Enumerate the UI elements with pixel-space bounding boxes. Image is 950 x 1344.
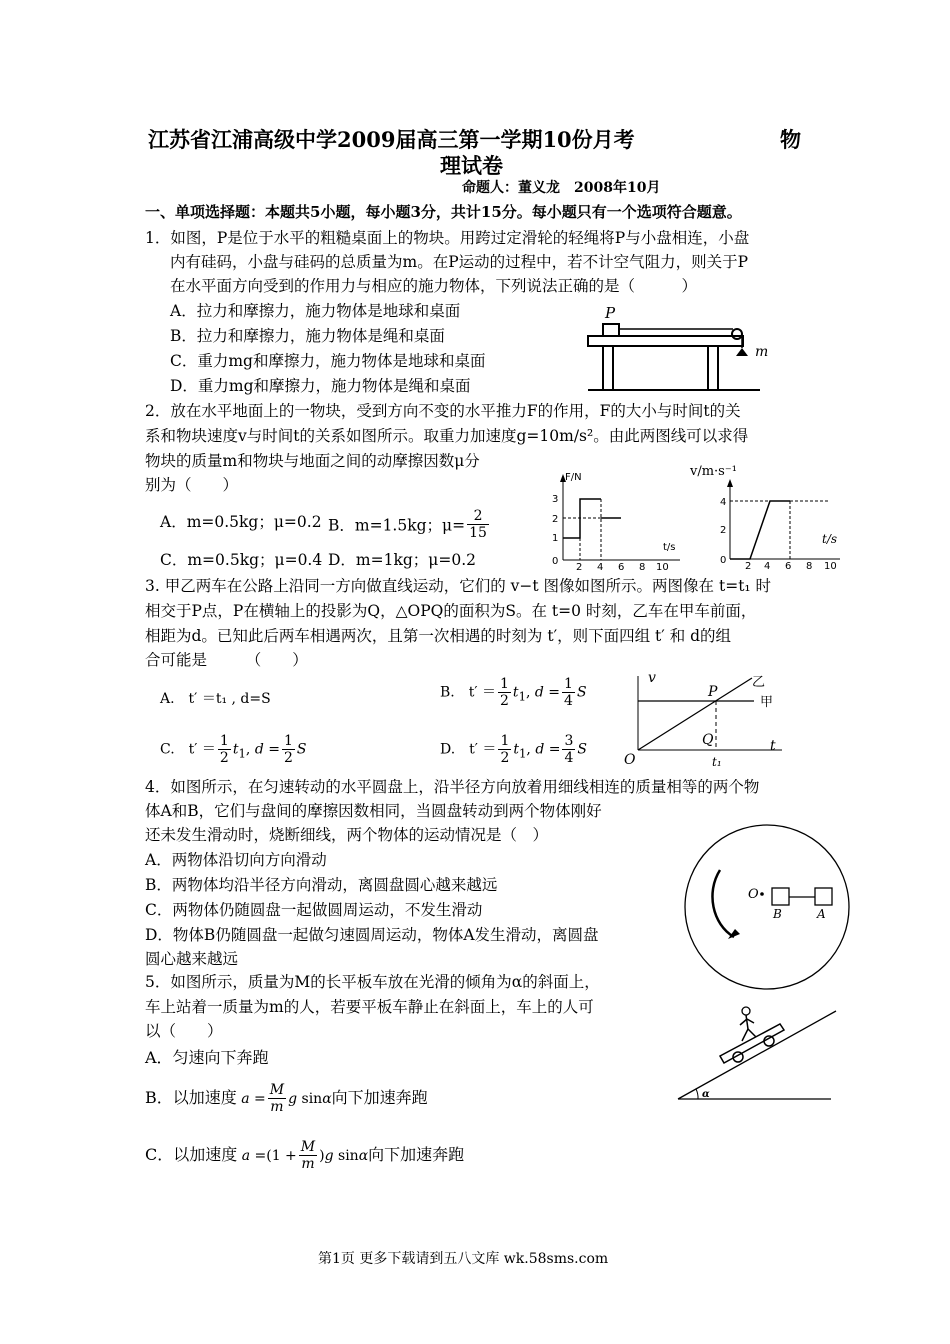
q1-fig-label-p: P <box>605 304 616 322</box>
page-title-tail: 物 <box>780 127 801 152</box>
q5-line2: 车上站着一质量为m的人，若要平板车静止在斜面上，车上的人可 <box>145 998 594 1016</box>
q2-option-c: C．m=0.5kg；μ=0.4 <box>160 551 323 569</box>
q3-option-d-prefix: D. t′ ＝ <box>440 741 497 758</box>
q2-f-ytick-3: 3 <box>552 494 559 505</box>
q1-fig-label-m: m <box>755 344 769 360</box>
q4-option-a: A．两物体沿切向方向滑动 <box>145 851 327 869</box>
q2-line4: 别为（ ） <box>145 476 239 494</box>
q1-option-d: D．重力mg和摩擦力，施力物体是绳和桌面 <box>170 377 471 395</box>
q2-f-xtick-10: 10 <box>656 562 669 573</box>
q3-fig-yi: 乙 <box>752 675 766 690</box>
q2-v-xtick-10: 10 <box>824 561 837 572</box>
q1-line2: 内有硅码，小盘与硅码的总质量为m。在P运动的过程中，若不计空气阻力，则关于P <box>170 253 749 271</box>
q2-line2: 系和物块速度v与时间t的关系如图所示。取重力加速度g=10m/s²。由此两图线可以求得 <box>145 427 749 445</box>
author-line: 命题人：董义龙 2008年10月 <box>462 180 661 196</box>
q2-option-d: D．m=1kg；μ=0.2 <box>328 551 476 569</box>
q3-option-c-prefix: C. t′ ＝ <box>160 741 216 758</box>
q2-option-a: A．m=0.5kg；μ=0.2 <box>160 513 322 531</box>
q3-line1: 3. 甲乙两车在公路上沿同一方向做直线运动，它们的 v−t 图像如图所示。两图像在 t=t₁ 时 <box>145 577 772 595</box>
q2-v-xlabel: t/s <box>822 532 838 546</box>
q4-option-d-line2: 圆心越来越远 <box>145 950 239 968</box>
q2-v-xtick-4: 4 <box>764 561 771 572</box>
q4-option-d-line1: D．物体B仍随圆盘一起做匀速圆周运动，物体A发生滑动，离圆盘 <box>145 926 599 944</box>
q3-fig-o: O <box>624 752 636 768</box>
q3-line3: 相距为d。已知此后两车相遇两次，且第一次相遇的时刻为 t′，则下面四组 t′ 和 d的组 <box>145 627 732 645</box>
q3-vt-figure <box>612 668 792 773</box>
q4-fig-b: B <box>773 907 782 921</box>
q2-v-ytick-0: 0 <box>720 555 727 566</box>
q4-line3: 还未发生滑动时，烧断细线，两个物体的运动情况是（ ） <box>145 826 549 844</box>
page-title-line2: 理试卷 <box>440 153 503 178</box>
q3-option-b: B. t′ ＝ $\frac{1}{2}$ $t_1$, d = $\frac{1}{4}$ S <box>440 676 587 709</box>
q3-fig-t1: t₁ <box>712 755 722 769</box>
q3-fig-v: v <box>648 670 656 686</box>
q2-f-ytick-0: 0 <box>552 556 559 567</box>
q1-option-a: A．拉力和摩擦力，施力物体是地球和桌面 <box>170 302 461 320</box>
q5-option-c-prefix: C．以加速度 <box>145 1145 238 1164</box>
q1-option-b: B．拉力和摩擦力，施力物体是绳和桌面 <box>170 327 445 345</box>
q4-line2: 体A和B，它们与盘间的摩擦因数相同，当圆盘转动到两个物体刚好 <box>145 802 602 820</box>
q2-v-ylabel: v/m·s⁻¹ <box>690 464 737 479</box>
q5-option-b: B．以加速度 a = $\frac{M}{m}$ g sinα向下加速奔跑 <box>145 1082 428 1115</box>
q2-f-xtick-6: 6 <box>618 562 625 573</box>
q5-option-c-suffix: 向下加速奔跑 <box>368 1145 465 1164</box>
q2-v-xtick-8: 8 <box>806 561 813 572</box>
q1-line3: 在水平面方向受到的作用力与相应的施力物体，下列说法正确的是（ ） <box>170 277 698 295</box>
q3-fig-q: Q <box>702 732 714 748</box>
q2-line1: 2．放在水平地面上的一物块，受到方向不变的水平推力F的作用，F的大小与时间t的关 <box>145 402 741 420</box>
q3-option-c: C. t′ ＝ $\frac{1}{2}$ $t_1$, d = $\frac{1}{2}$ S <box>160 733 307 766</box>
q4-line1: 4．如图所示，在匀速转动的水平圆盘上，沿半径方向放着用细线相连的质量相等的两个物 <box>145 778 760 796</box>
q2-v-xtick-6: 6 <box>785 561 792 572</box>
q2-line3: 物块的质量m和物块与地面之间的动摩擦因数μ分 <box>145 452 480 470</box>
q3-line2: 相交于P点，P在横轴上的投影为Q，△OPQ的面积为S。在 t=0 时刻，乙车在甲车前面， <box>145 602 757 620</box>
q4-fig-a: A <box>817 907 826 921</box>
page-footer: 第1页 更多下载请到五八文库 wk.58sms.com <box>318 1251 609 1267</box>
q3-option-b-prefix: B. t′ ＝ <box>440 684 496 701</box>
q2-velocity-graph <box>690 463 850 572</box>
q2-v-ytick-2: 2 <box>720 525 727 536</box>
q2-f-xtick-2: 2 <box>576 562 583 573</box>
q2-v-ytick-4: 4 <box>720 497 727 508</box>
q1-option-c: C．重力mg和摩擦力，施力物体是地球和桌面 <box>170 352 486 370</box>
q3-option-a: A. t′ ＝t₁ , d=S <box>160 691 271 707</box>
page-title: 江苏省江浦高级中学2009届高三第一学期10份月考 <box>148 127 635 152</box>
q5-incline-figure <box>676 1005 846 1105</box>
q4-option-b: B．两物体均沿半径方向滑动，离圆盘圆心越来越远 <box>145 876 498 894</box>
q4-fig-o: O <box>748 887 759 902</box>
q1-table-figure <box>585 300 775 395</box>
q2-f-xtick-4: 4 <box>597 562 604 573</box>
q2-f-xlabel: t/s <box>663 542 676 553</box>
q2-force-graph <box>545 470 695 573</box>
q5-option-c: C．以加速度 a =(1 + $\frac{M}{m}$ )g sinα向下加速奔跑 <box>145 1139 465 1172</box>
q2-v-xtick-2: 2 <box>745 561 752 572</box>
q2-f-xtick-8: 8 <box>639 562 646 573</box>
q3-line4: 合可能是 （ ） <box>145 651 308 669</box>
q2-f-ylabel: F/N <box>565 472 582 483</box>
q1-line1: 1．如图，P是位于水平的粗糙桌面上的物块。用跨过定滑轮的轻绳将P与小盘相连，小盘 <box>145 229 750 247</box>
q5-option-a: A．匀速向下奔跑 <box>145 1048 269 1067</box>
q5-fig-alpha: α <box>702 1089 710 1100</box>
section-heading: 一、单项选择题：本题共5小题，每小题3分，共计15分。每小题只有一个选项符合题意。 <box>145 203 742 221</box>
q3-fig-p: P <box>708 684 718 700</box>
q3-option-d: D. t′ ＝ $\frac{1}{2}$ $t_1$, d = $\frac{3}{4}$ S <box>440 733 587 766</box>
q2-f-ytick-1: 1 <box>552 533 559 544</box>
q4-option-c: C．两物体仍随圆盘一起做圆周运动，不发生滑动 <box>145 901 483 919</box>
q3-fig-jia: 甲 <box>760 695 774 710</box>
q5-line3: 以（ ） <box>145 1022 223 1040</box>
q2-b-denominator: 15 <box>469 525 487 541</box>
q2-f-ytick-2: 2 <box>552 514 559 525</box>
q5-option-b-suffix: 向下加速奔跑 <box>331 1088 428 1107</box>
q5-line1: 5．如图所示，质量为M的长平板车放在光滑的倾角为α的斜面上， <box>145 973 600 991</box>
q2-b-numerator: 2 <box>467 508 489 525</box>
q4-disc-figure <box>682 822 852 992</box>
q5-option-b-prefix: B．以加速度 <box>145 1088 237 1107</box>
q2-option-b-text: B．m=1.5kg；μ= <box>328 516 466 535</box>
q2-option-b <box>328 510 491 543</box>
q3-fig-t: t <box>770 738 776 754</box>
